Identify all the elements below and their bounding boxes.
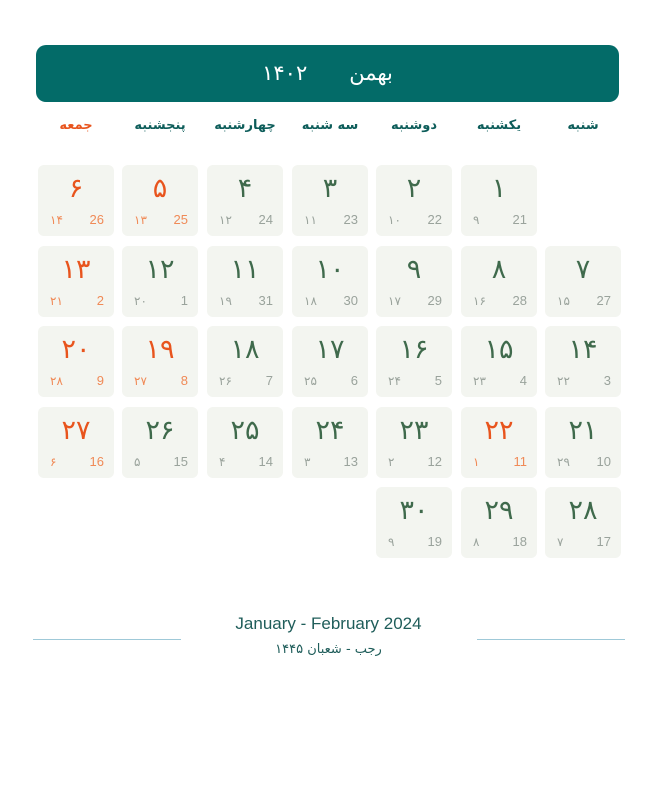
- hijri-day-number: ۲۵: [304, 374, 317, 388]
- day-cell[interactable]: [38, 165, 114, 236]
- hijri-day-number: ۱۴: [50, 213, 63, 227]
- hijri-day-number: ۲۴: [388, 374, 401, 388]
- persian-day-number: ۲۵: [230, 415, 260, 446]
- day-cell[interactable]: [545, 246, 621, 317]
- hijri-day-number: ۲۰: [134, 294, 147, 308]
- hijri-day-number: ۱۵: [557, 294, 570, 308]
- gregorian-day-number: 30: [343, 293, 358, 308]
- gregorian-months: January - February 2024: [235, 614, 422, 633]
- day-cell[interactable]: [207, 165, 283, 236]
- persian-day-number: ۱۹: [145, 334, 175, 365]
- persian-day-number: ۲: [406, 173, 422, 204]
- footer-divider-left: [33, 639, 181, 640]
- year-number: ۱۴۰۲: [262, 61, 308, 85]
- hijri-day-number: ۳: [304, 455, 311, 469]
- day-cell[interactable]: [38, 246, 114, 317]
- gregorian-day-number: 8: [180, 373, 188, 388]
- gregorian-day-number: 3: [603, 373, 611, 388]
- day-cell[interactable]: [207, 326, 283, 397]
- persian-day-number: ۷: [575, 254, 591, 285]
- footer-divider-right: [477, 639, 625, 640]
- hijri-day-number: ۱۹: [219, 294, 232, 308]
- persian-day-number: ۱۳: [61, 254, 91, 285]
- hijri-day-number: ۱۶: [473, 294, 486, 308]
- gregorian-day-number: 18: [512, 534, 527, 549]
- hijri-months: رجب - شعبان ۱۴۴۵: [275, 642, 382, 657]
- weekday-label: چهارشنبه: [214, 118, 276, 133]
- hijri-day-number: ۱۰: [388, 213, 401, 227]
- gregorian-day-number: 1: [180, 293, 188, 308]
- day-cell[interactable]: [545, 487, 621, 558]
- gregorian-day-number: 25: [173, 212, 188, 227]
- weekday-label: دوشنبه: [390, 118, 438, 133]
- gregorian-day-number: 15: [173, 454, 188, 469]
- day-cell[interactable]: [207, 407, 283, 478]
- gregorian-day-number: 27: [596, 293, 611, 308]
- gregorian-day-number: 28: [512, 293, 527, 308]
- day-cell[interactable]: [545, 326, 621, 397]
- gregorian-day-number: 24: [258, 212, 273, 227]
- gregorian-day-number: 10: [596, 454, 611, 469]
- gregorian-day-number: 22: [427, 212, 442, 227]
- day-cell[interactable]: [461, 246, 537, 317]
- hijri-day-number: ۹: [473, 213, 480, 227]
- persian-day-number: ۱۸: [230, 334, 260, 365]
- gregorian-day-number: 23: [343, 212, 358, 227]
- day-cell[interactable]: [376, 407, 452, 478]
- day-cell[interactable]: [376, 246, 452, 317]
- persian-day-number: ۸: [491, 254, 507, 285]
- hijri-day-number: ۹: [388, 535, 395, 549]
- persian-day-number: ۶: [68, 173, 84, 204]
- gregorian-day-number: 31: [258, 293, 273, 308]
- hijri-day-number: ۲: [388, 455, 395, 469]
- hijri-day-number: ۲۱: [50, 294, 63, 308]
- day-cell[interactable]: [122, 326, 198, 397]
- day-cell[interactable]: [38, 407, 114, 478]
- day-cell[interactable]: [461, 407, 537, 478]
- persian-day-number: ۹: [406, 254, 422, 285]
- gregorian-day-number: 9: [96, 373, 104, 388]
- gregorian-day-number: 5: [434, 373, 442, 388]
- persian-day-number: ۵: [152, 173, 168, 204]
- persian-day-number: ۲۶: [145, 415, 175, 446]
- day-cell[interactable]: [376, 165, 452, 236]
- hijri-day-number: ۷: [557, 535, 564, 549]
- day-cell[interactable]: [38, 326, 114, 397]
- persian-day-number: ۱۷: [315, 334, 345, 365]
- gregorian-day-number: 11: [513, 454, 527, 469]
- persian-day-number: ۱۱: [230, 254, 260, 285]
- hijri-day-number: ۶: [50, 455, 57, 469]
- hijri-day-number: ۲۲: [557, 374, 570, 388]
- persian-day-number: ۲۲: [484, 415, 514, 446]
- gregorian-day-number: 12: [427, 454, 442, 469]
- day-cell[interactable]: [292, 407, 368, 478]
- gregorian-day-number: 2: [96, 293, 104, 308]
- gregorian-day-number: 6: [350, 373, 358, 388]
- hijri-day-number: ۱۲: [219, 213, 232, 227]
- weekday-label: شنبه: [567, 118, 599, 133]
- persian-day-number: ۱۶: [399, 334, 429, 365]
- persian-day-number: ۲۴: [315, 415, 345, 446]
- hijri-day-number: ۲۸: [50, 374, 63, 388]
- persian-day-number: ۲۸: [568, 495, 598, 526]
- hijri-day-number: ۲۹: [557, 455, 570, 469]
- hijri-day-number: ۲۷: [134, 374, 147, 388]
- hijri-day-number: ۲۶: [219, 374, 232, 388]
- day-cell[interactable]: [292, 165, 368, 236]
- month-name: بهمن: [349, 61, 393, 85]
- persian-day-number: ۴: [237, 173, 253, 204]
- persian-day-number: ۱۲: [145, 254, 175, 285]
- weekday-label: سه شنبه: [301, 118, 359, 133]
- persian-day-number: ۲۹: [484, 495, 514, 526]
- gregorian-day-number: 21: [512, 212, 527, 227]
- gregorian-day-number: 17: [596, 534, 611, 549]
- day-cell[interactable]: [545, 407, 621, 478]
- gregorian-day-number: 26: [89, 212, 104, 227]
- hijri-day-number: ۸: [473, 535, 480, 549]
- day-cell[interactable]: [376, 487, 452, 558]
- gregorian-day-number: 13: [343, 454, 358, 469]
- persian-day-number: ۳: [322, 173, 338, 204]
- persian-day-number: ۱۴: [568, 334, 598, 365]
- gregorian-day-number: 29: [427, 293, 442, 308]
- hijri-day-number: ۱۷: [388, 294, 401, 308]
- persian-day-number: ۲۱: [568, 415, 598, 446]
- day-cell[interactable]: [122, 165, 198, 236]
- hijri-day-number: ۱۸: [304, 294, 317, 308]
- day-cell[interactable]: [292, 246, 368, 317]
- persian-day-number: ۱۰: [315, 254, 345, 285]
- hijri-day-number: ۵: [134, 455, 141, 469]
- persian-day-number: ۲۷: [61, 415, 91, 446]
- day-cell[interactable]: [122, 407, 198, 478]
- weekday-label: جمعه: [59, 118, 93, 133]
- day-cell[interactable]: [461, 165, 537, 236]
- hijri-day-number: ۲۳: [473, 374, 486, 388]
- day-cell[interactable]: [461, 487, 537, 558]
- day-cell[interactable]: [376, 326, 452, 397]
- persian-day-number: ۱: [491, 173, 507, 204]
- persian-day-number: ۲۳: [399, 415, 429, 446]
- hijri-day-number: ۴: [219, 455, 226, 469]
- persian-day-number: ۱۵: [484, 334, 514, 365]
- gregorian-day-number: 14: [258, 454, 273, 469]
- gregorian-day-number: 7: [265, 373, 273, 388]
- weekday-label: یکشنبه: [476, 118, 522, 133]
- persian-day-number: ۲۰: [61, 334, 91, 365]
- day-cell[interactable]: [207, 246, 283, 317]
- gregorian-day-number: 16: [89, 454, 104, 469]
- day-cell[interactable]: [292, 326, 368, 397]
- gregorian-day-number: 4: [519, 373, 527, 388]
- day-cell[interactable]: [122, 246, 198, 317]
- weekday-label: پنجشنبه: [134, 118, 186, 133]
- hijri-day-number: ۱: [473, 455, 480, 469]
- persian-day-number: ۳۰: [399, 495, 429, 526]
- day-cell[interactable]: [461, 326, 537, 397]
- hijri-day-number: ۱۳: [134, 213, 147, 227]
- hijri-day-number: ۱۱: [304, 213, 317, 227]
- gregorian-day-number: 19: [427, 534, 442, 549]
